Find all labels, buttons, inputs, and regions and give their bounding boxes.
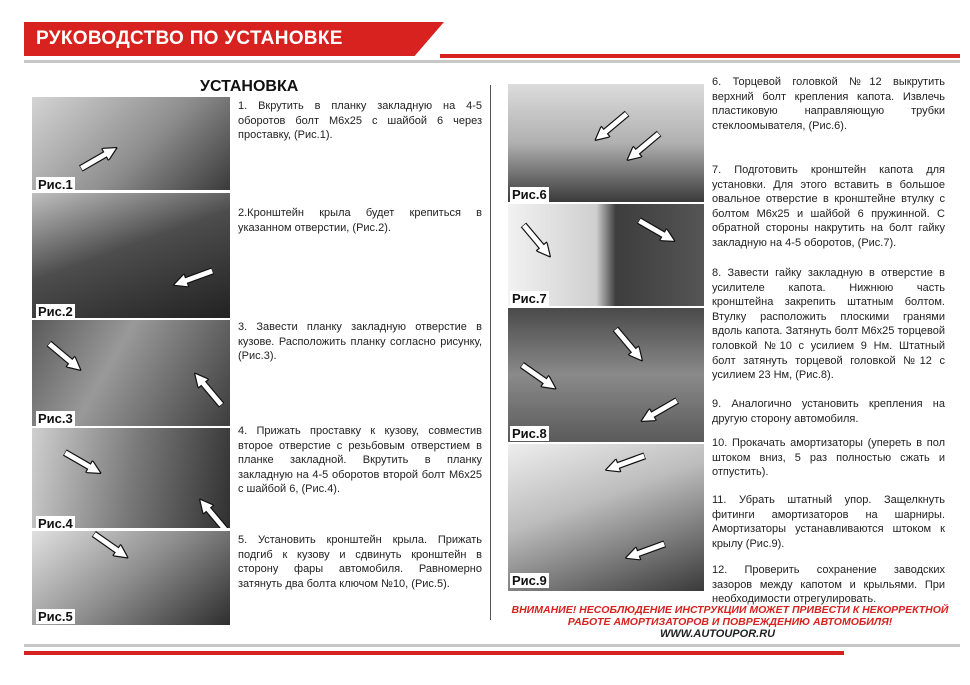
step-9: 9. Аналогично установить крепления на другую сторону автомобиля. (712, 398, 945, 425)
column-divider (490, 85, 491, 620)
photo-label-2: Рис.2 (38, 304, 73, 319)
photo-label-3: Рис.3 (38, 411, 73, 426)
step-3: 3. Завести планку закладную отверстие в кузове. Расположить планку согласно рисунку, (Рис.3). (238, 321, 482, 363)
photo-9 (508, 444, 704, 591)
step-8: 8. Завести гайку закладную в отверстие в усилителе капота. Нижнюю часть кронштейна закрепить штатным болтом. Втулку расположить плоскими гранями вдоль капота. Затянуть болт М6х25 торцевой головкой №10 с усилием 9 Нм. Штатный болт затянуть торцевой головкой №12 с усилием 23 Нм, (Рис.8). (712, 267, 945, 382)
step-12: 12. Проверить сохранение заводских зазоров между капотом и крыльями. При необходимости отрегулировать. (712, 564, 945, 606)
photo-label-5: Рис.5 (38, 609, 73, 624)
step-4: 4. Прижать проставку к кузову, совместив второе отверстие с резьбовым отверстием в планке закладной. Вкрутить в планку закладную на 4-5 оборотов второй болт М6х25 с шайбой 6, (Рис.4). (238, 425, 482, 496)
warning-text (500, 604, 960, 628)
header-stripe (440, 54, 960, 58)
photo-label-6: Рис.6 (512, 187, 547, 202)
photo-label-8: Рис.8 (512, 426, 547, 441)
photo-8 (508, 308, 704, 442)
footer-stripe (24, 651, 844, 655)
photo-label-7: Рис.7 (512, 291, 547, 306)
photo-label-4: Рис.4 (38, 516, 73, 531)
photo-2 (32, 193, 230, 318)
header-stripe-gray (24, 60, 960, 63)
photo-label-9: Рис.9 (512, 573, 547, 588)
step-1: 1. Вкрутить в планку закладную на 4-5 оборотов болт М6х25 с шайбой 6 через проставку, (Рис.1). (238, 100, 482, 142)
photo-6 (508, 84, 704, 202)
website-link[interactable]: WWW.AUTOUPOR.RU (660, 628, 776, 640)
step-6: 6. Торцевой головкой №12 выкрутить верхний болт крепления капота. Извлечь пластиковую направляющую трубки стеклоомывателя, (Рис.6). (712, 76, 945, 132)
photo-4 (32, 428, 230, 528)
footer-stripe-gray (24, 644, 960, 647)
warning-line-2: РАБОТЕ АМОРТИЗАТОРОВ И ПОВРЕЖДЕНИЮ АВТОМОБИЛЯ! (567, 616, 893, 628)
page-title: РУКОВОДСТВО ПО УСТАНОВКЕ (36, 28, 343, 49)
step-5: 5. Установить кронштейн крыла. Прижать подгиб к кузову и сдвинуть кронштейн в сторону фары автомобиля. Равномерно затянуть два болта ключом №10, (Рис.5). (238, 534, 482, 590)
step-7: 7. Подготовить кронштейн капота для установки. Для этого вставить в большое овальное отверстие в кронштейне втулку с болтом М6х25 и шайбой 6 пружинной. С обратной стороны накрутить на болт гайку закладную на 4-5 оборотов, (Рис.7). (712, 164, 945, 249)
photo-label-1: Рис.1 (38, 177, 73, 192)
warning-line-1: ВНИМАНИЕ! НЕСОБЛЮДЕНИЕ ИНСТРУКЦИИ МОЖЕТ ПРИВЕСТИ К НЕКОРРЕКТНОЙ (511, 604, 949, 616)
section-title: УСТАНОВКА (200, 78, 299, 95)
step-11: 11. Убрать штатный упор. Защелкнуть фитинги амортизаторов на шарниры. Амортизаторы устанавливаются штоком к крылу (Рис.9). (712, 494, 945, 550)
step-10: 10. Прокачать амортизаторы (упереть в пол штоком вниз, 5 раз полностью сжать и отпустить). (712, 437, 945, 479)
step-2: 2.Кронштейн крыла будет крепиться в указанном отверстии, (Рис.2). (238, 207, 482, 234)
